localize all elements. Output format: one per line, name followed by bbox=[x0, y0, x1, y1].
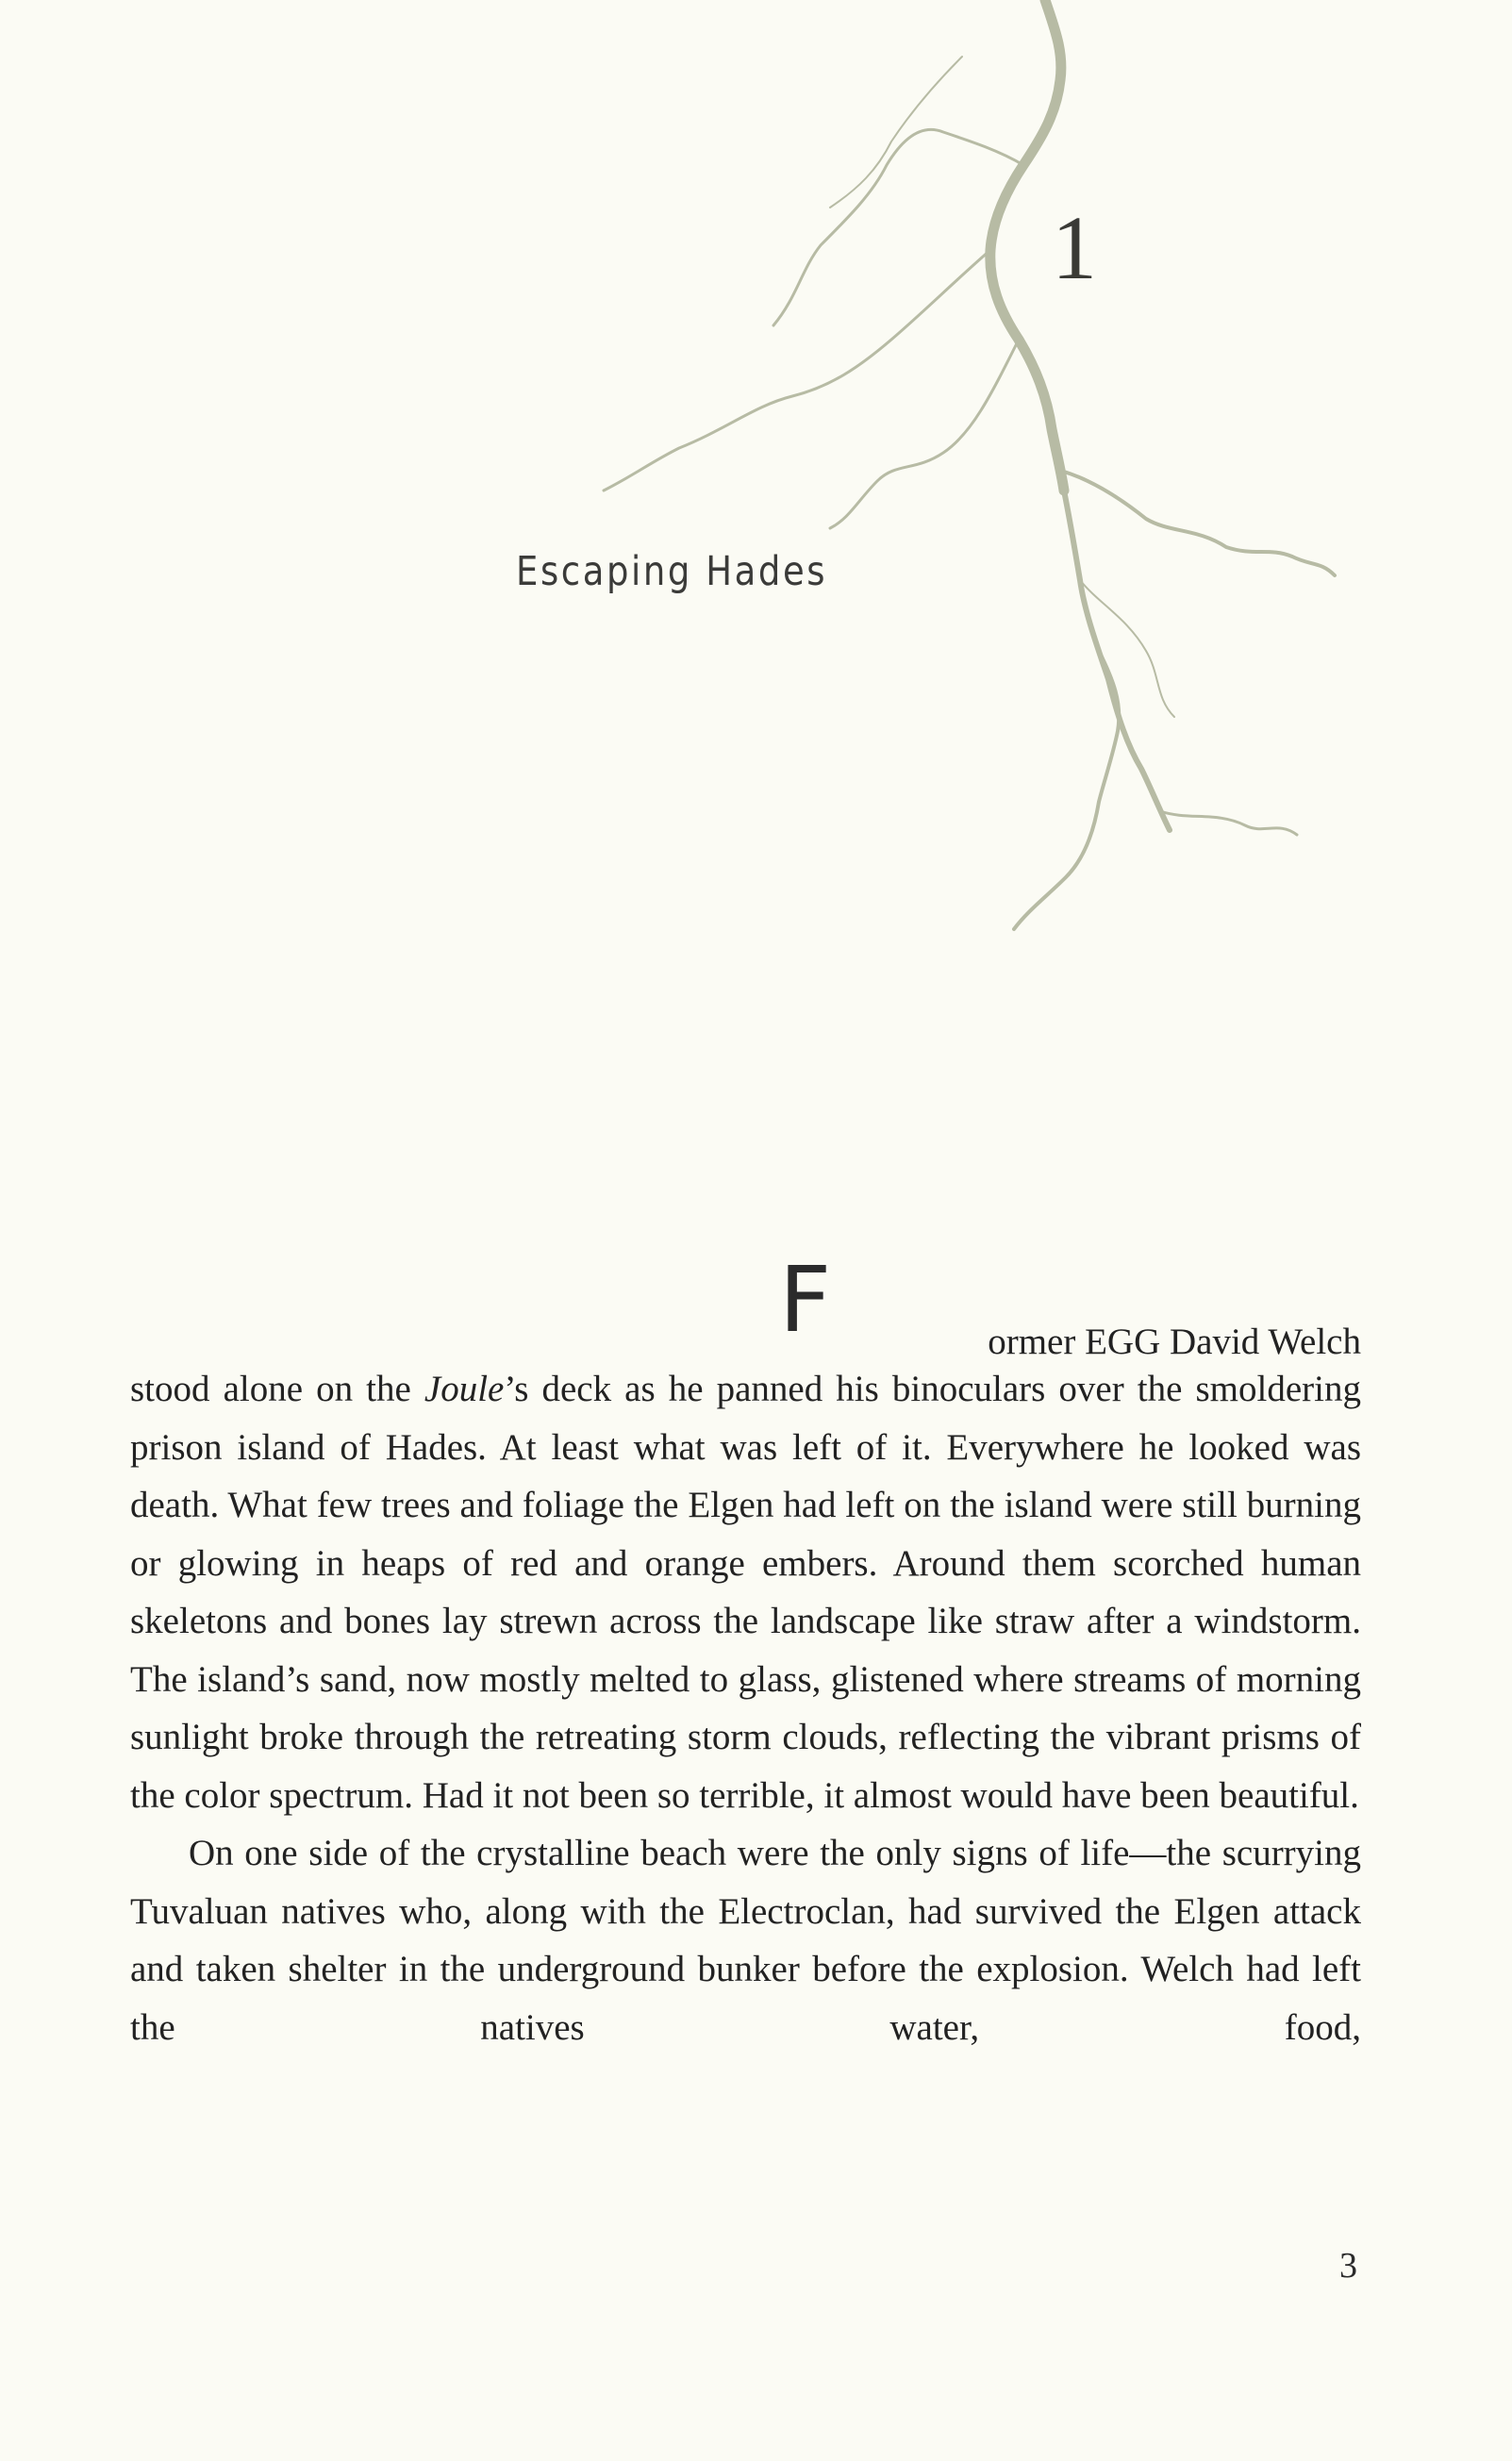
paragraph-1-line-2b: ’s deck as he panned his binoculars over bbox=[504, 1369, 1124, 1409]
lightning-branch-right-upper bbox=[1064, 472, 1335, 575]
chapter-title: Escaping Hades bbox=[516, 548, 828, 595]
paragraph-1 bbox=[130, 1360, 1361, 1824]
chapter-body bbox=[130, 1247, 1361, 2056]
lightning-illustration bbox=[0, 0, 1512, 943]
paragraph-1-line-2a: stood alone on the bbox=[130, 1369, 424, 1409]
lightning-branch-far-right bbox=[1160, 811, 1297, 835]
opening-text: ormer EGG David Welch bbox=[988, 1322, 1361, 1362]
lightning-branch-left-upper bbox=[773, 129, 1023, 325]
paragraph-1-rest: the smoldering prison island of Hades. At least what was left of it. Everywhere he looked was death. What few trees and foliage the Elgen had left on the island were still burning or glowing in heaps of red and orange embers. Around them scorched human skeletons and bones lay strewn across the landscape like straw after a windstorm. The island’s sand, now mostly melted to glass, glistened where streams of morning sunlight broke through the retreating storm clouds, reflecting the vibrant prisms of the color spectrum. Had it not been so terrible, it almost would have been beautiful. bbox=[130, 1369, 1361, 1816]
page-number: 3 bbox=[1339, 2246, 1357, 2286]
opening-line bbox=[130, 1247, 1361, 1362]
lightning-branch-mid-right bbox=[1080, 580, 1174, 717]
lightning-branch-right-low bbox=[1014, 651, 1119, 929]
lightning-lower-bolt bbox=[1064, 491, 1170, 830]
drop-cap: F bbox=[779, 1247, 832, 1353]
ship-name: Joule bbox=[424, 1369, 505, 1409]
lightning-branch-left-low bbox=[830, 340, 1019, 528]
paragraph-2: On one side of the crystalline beach were the only signs of life—the scurrying Tuvaluan natives who, along with the Electroclan, had survived the Elgen attack and taken shelter in the underground bunker before the explosion. Welch had left the natives water, food, bbox=[130, 1833, 1361, 2048]
chapter-number: 1 bbox=[1052, 197, 1097, 298]
